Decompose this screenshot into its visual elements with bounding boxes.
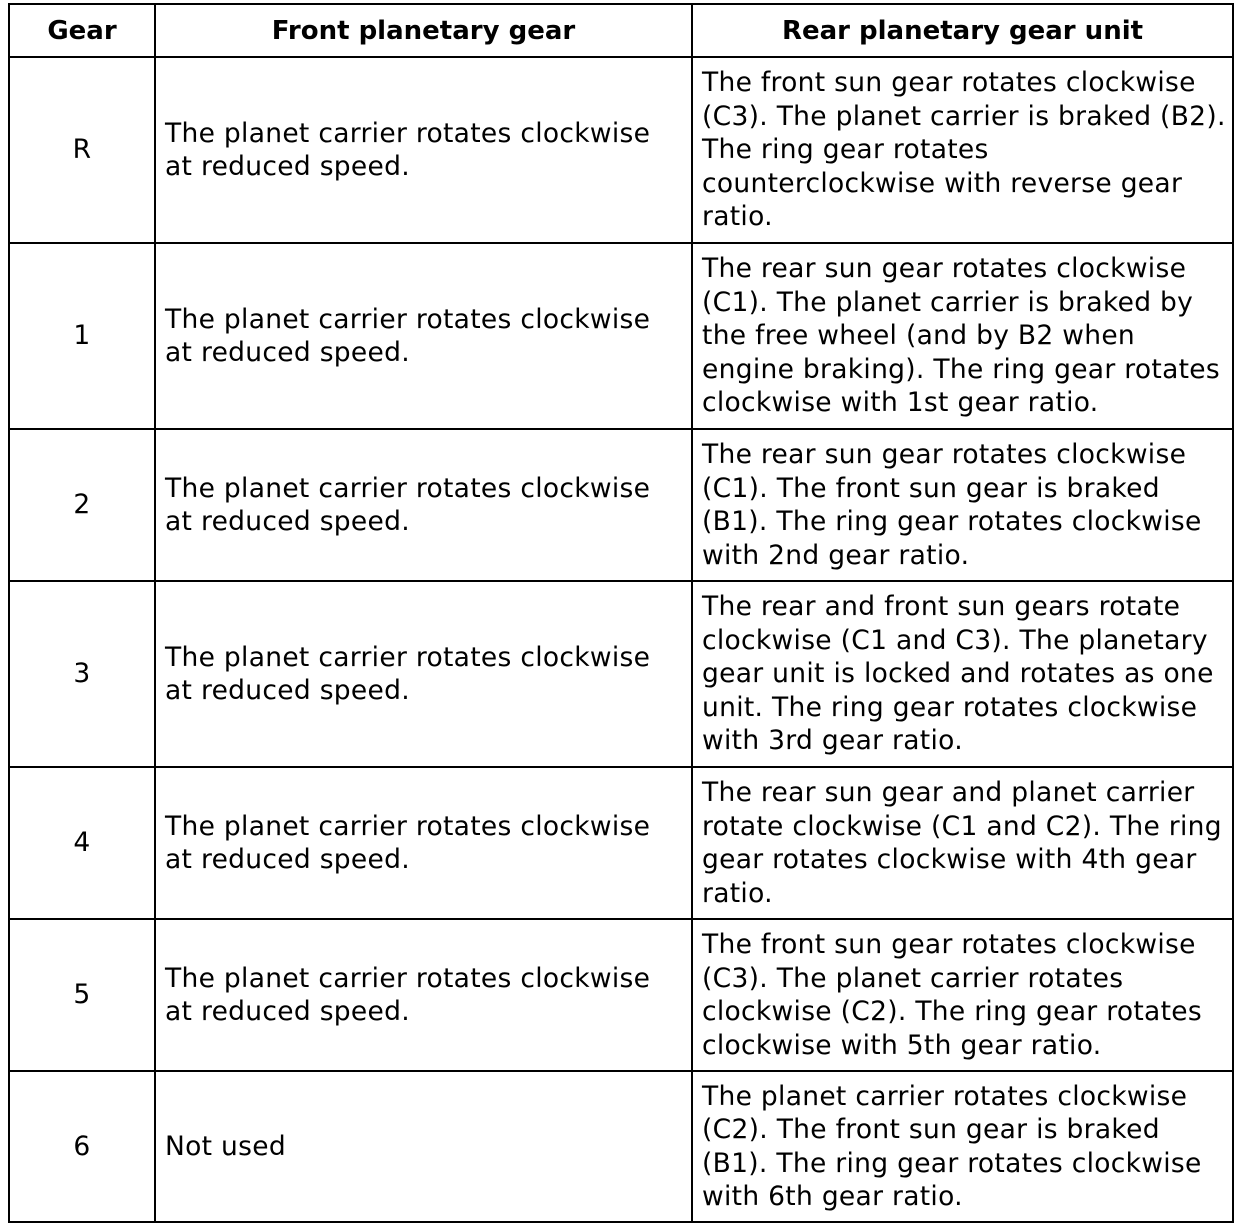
table-row [9, 243, 1233, 429]
front-cell: The planet carrier rotates clockwise at reduced speed. [155, 581, 692, 767]
table-row [9, 1071, 1233, 1222]
front-cell: The planet carrier rotates clockwise at reduced speed. [155, 243, 692, 429]
rear-cell: The front sun gear rotates clockwise (C3). The planet carrier is braked (B2). The ring gear rotates counterclockwise with reverse gear ratio. [692, 57, 1233, 243]
rear-cell: The rear sun gear and planet carrier rotate clockwise (C1 and C2). The ring gear rotates clockwise with 4th gear ratio. [692, 767, 1233, 919]
header-front-planetary-gear: Front planetary gear [155, 4, 692, 57]
header-rear-planetary-gear-unit: Rear planetary gear unit [692, 4, 1233, 57]
rear-cell: The front sun gear rotates clockwise (C3). The planet carrier rotates clockwise (C2). The ring gear rotates clockwise with 5th gear ratio. [692, 919, 1233, 1071]
gear-cell: R [9, 57, 155, 243]
table-row [9, 429, 1233, 581]
front-cell: The planet carrier rotates clockwise at reduced speed. [155, 429, 692, 581]
gear-cell: 5 [9, 919, 155, 1071]
table-row [9, 57, 1233, 243]
gear-cell: 6 [9, 1071, 155, 1222]
gear-cell: 4 [9, 767, 155, 919]
table-row [9, 767, 1233, 919]
gear-cell: 2 [9, 429, 155, 581]
rear-cell: The rear and front sun gears rotate clockwise (C1 and C3). The planetary gear unit is locked and rotates as one unit. The ring gear rotates clockwise with 3rd gear ratio. [692, 581, 1233, 767]
front-cell: The planet carrier rotates clockwise at reduced speed. [155, 57, 692, 243]
table-row [9, 919, 1233, 1071]
rear-cell: The planet carrier rotates clockwise (C2). The front sun gear is braked (B1). The ring gear rotates clockwise with 6th gear ratio. [692, 1071, 1233, 1222]
gear-cell: 3 [9, 581, 155, 767]
gear-table [8, 3, 1234, 1223]
rear-cell: The rear sun gear rotates clockwise (C1). The planet carrier is braked by the free wheel (and by B2 when engine braking). The ring gear rotates clockwise with 1st gear ratio. [692, 243, 1233, 429]
gear-cell: 1 [9, 243, 155, 429]
table-header-row [9, 4, 1233, 57]
table-row [9, 581, 1233, 767]
rear-cell: The rear sun gear rotates clockwise (C1). The front sun gear is braked (B1). The ring gear rotates clockwise with 2nd gear ratio. [692, 429, 1233, 581]
front-cell: The planet carrier rotates clockwise at reduced speed. [155, 919, 692, 1071]
header-gear: Gear [9, 4, 155, 57]
front-cell: Not used [155, 1071, 692, 1222]
front-cell: The planet carrier rotates clockwise at reduced speed. [155, 767, 692, 919]
